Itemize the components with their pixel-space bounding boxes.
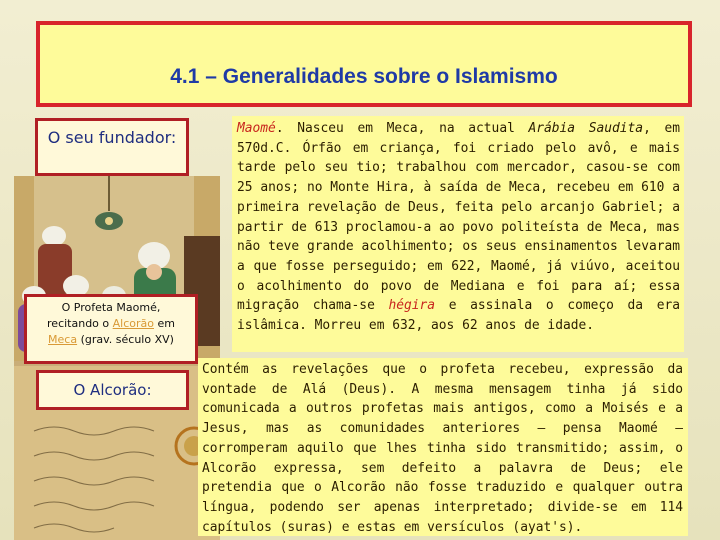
arabia-text: Arábia Saudita: [528, 121, 644, 136]
alcorao-paragraph: Contém as revelações que o profeta recebeu, expressão da vontade de Alá (Deus). A mesma mensagem tinha já sido comunicada a outros profetas mais antigos, como a Moisés e a Jesus, mas as comunidades anteriores – pensa Maomé – corromperam aquilo que lhes tinha sido transmitido; assim, o Alcorão expressa, sem defeito a palavra de Deus; ele pretendia que o Alcorão não fosse traduzido e qualquer outra língua, podendo ser apenas interpretado; divide-se em 114 capítulos (suras) e estas em versículos (ayat's).: [198, 358, 688, 536]
maome-paragraph: [232, 116, 684, 352]
fundador-label: O seu fundador:: [35, 118, 189, 176]
caption-pre: recitando o: [47, 317, 113, 330]
title-box: [36, 21, 692, 107]
maome-text-1: . Nasceu em Meca, na actual: [275, 121, 529, 136]
caption-post: (grav. século XV): [77, 333, 174, 346]
alcorao-link[interactable]: Alcorão: [112, 317, 154, 330]
alcorao-label: O Alcorão:: [36, 370, 189, 410]
meca-link[interactable]: Meca: [48, 333, 78, 346]
hegira-highlight: hégira: [388, 298, 436, 314]
caption-line1: O Profeta Maomé,: [61, 301, 161, 314]
maome-text-2: , em 570d.C. Órfão em criança, foi criado pelo avô, e mais tarde pelo seu tio; trabalhou com mercador, casou-se com 25 anos; no Monte Hira, à saída de Meca, recebeu em 610 a primeira revelação de Deus, feita pelo arcanjo Gabriel; a partir de 613 proclamou-a ao povo politeísta de Meca, mas não teve grande acolhimento; os seus ensinamentos levaram a que fosse perseguido; em 622, Maomé, já viúvo, aceitou o acolhimento do povo de Mediana e foi para aí; essa migração chama-se: [237, 121, 681, 314]
page-title: 4.1 – Generalidades sobre o Islamismo: [170, 65, 558, 88]
caption-mid: em: [154, 317, 175, 330]
maome-highlight: Maomé: [237, 121, 276, 136]
illustration-caption: [24, 294, 198, 364]
maome-text-3: e assinala o começo da era islâmica. Morreu em 632, aos 62 anos de idade.: [237, 298, 680, 334]
